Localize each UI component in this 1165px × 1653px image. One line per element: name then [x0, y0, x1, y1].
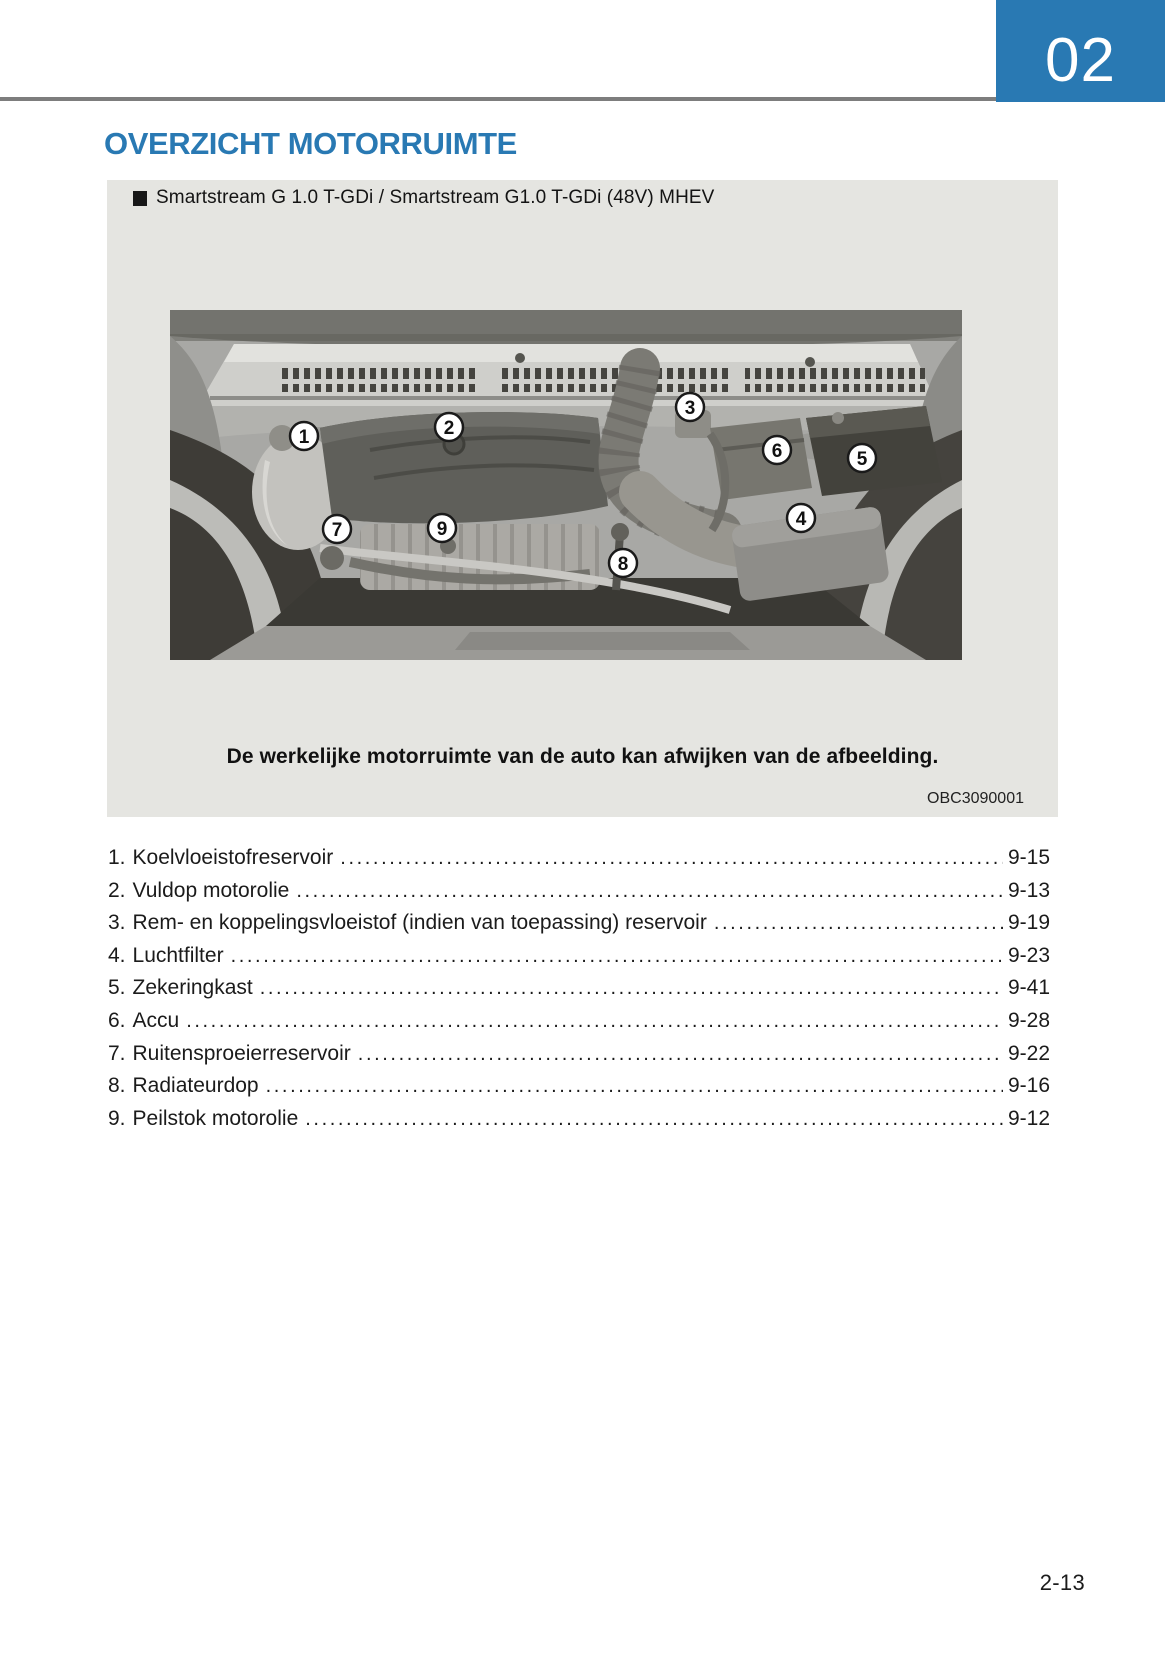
toc-item-number: 6. [108, 1008, 126, 1032]
toc-item-label: Radiateurdop [132, 1074, 259, 1098]
dotted-leader [358, 1043, 1003, 1066]
callout-2: 2 [443, 418, 455, 439]
callout-6: 6 [771, 441, 783, 462]
toc-item-peilstok-motorolie [108, 1107, 1050, 1140]
section-marker-icon [133, 191, 147, 206]
toc-item-luchtfilter [108, 944, 1050, 977]
chapter-number: 02 [1045, 26, 1116, 95]
toc-item-page: 9-28 [1007, 1008, 1050, 1032]
engine-variant-text: Smartstream G 1.0 T-GDi / Smartstream G1.0 T-GDi (48V) MHEV [156, 187, 715, 208]
engine-variant-label [133, 187, 714, 209]
dotted-leader [305, 1108, 1003, 1131]
callout-8: 8 [617, 554, 629, 575]
callout-7: 7 [331, 520, 343, 541]
footer-page-number: 2-13 [1039, 1570, 1085, 1595]
figure-panel [107, 180, 1058, 817]
toc-item-page: 9-12 [1007, 1106, 1050, 1130]
toc-item-number: 2. [108, 878, 126, 902]
toc-item-vuldop-motorolie [108, 879, 1050, 912]
callout-5: 5 [856, 449, 868, 470]
toc-item-label: Accu [132, 1008, 180, 1032]
dotted-leader [296, 880, 1003, 903]
page-title: OVERZICHT MOTORRUIMTE [104, 126, 517, 161]
chapter-tab [996, 0, 1165, 102]
toc-item-page: 9-22 [1007, 1041, 1050, 1065]
toc-item-page: 9-13 [1007, 878, 1050, 902]
toc-item-page: 9-23 [1007, 943, 1050, 967]
toc-item-label: Vuldop motorolie [132, 878, 290, 902]
toc-item-page: 9-41 [1007, 976, 1050, 1000]
component-index [108, 846, 1050, 1139]
toc-item-accu [108, 1009, 1050, 1042]
engine-bay-illustration [170, 310, 962, 660]
toc-item-number: 3. [108, 911, 126, 935]
dotted-leader [231, 945, 1003, 968]
callout-4: 4 [795, 509, 807, 530]
toc-item-ruitensproeierreservoir [108, 1042, 1050, 1075]
callout-3: 3 [684, 398, 696, 419]
dotted-leader [266, 1075, 1003, 1098]
toc-item-zekeringkast [108, 976, 1050, 1009]
toc-item-rem-koppelingsvloeistof [108, 911, 1050, 944]
toc-item-label: Ruitensproeierreservoir [132, 1041, 351, 1065]
dotted-leader [260, 977, 1003, 1000]
toc-item-number: 7. [108, 1041, 126, 1065]
toc-item-number: 5. [108, 976, 126, 1000]
toc-item-koelvloeistofreservoir [108, 846, 1050, 879]
toc-item-number: 1. [108, 846, 126, 869]
toc-item-label: Rem- en koppelingsvloeistof (indien van toepassing) reservoir [132, 911, 707, 935]
dotted-leader [186, 1010, 1003, 1033]
header-rule [0, 97, 996, 101]
figure-caption: De werkelijke motorruimte van de auto kan afwijken van de afbeelding. [226, 745, 939, 768]
toc-item-label: Luchtfilter [132, 943, 224, 967]
dotted-leader [340, 847, 1003, 870]
figure-code: OBC3090001 [927, 790, 1024, 807]
toc-item-number: 4. [108, 943, 126, 967]
toc-item-page: 9-19 [1007, 911, 1050, 935]
toc-item-page: 9-15 [1007, 846, 1050, 869]
dotted-leader [714, 912, 1003, 935]
toc-item-radiateurdop [108, 1074, 1050, 1107]
toc-item-number: 9. [108, 1106, 126, 1130]
callout-1: 1 [298, 427, 310, 448]
toc-item-page: 9-16 [1007, 1074, 1050, 1098]
toc-item-number: 8. [108, 1074, 126, 1098]
toc-item-label: Zekeringkast [132, 976, 253, 1000]
toc-item-label: Koelvloeistofreservoir [132, 846, 334, 869]
callout-9: 9 [436, 519, 448, 540]
toc-item-label: Peilstok motorolie [132, 1106, 299, 1130]
